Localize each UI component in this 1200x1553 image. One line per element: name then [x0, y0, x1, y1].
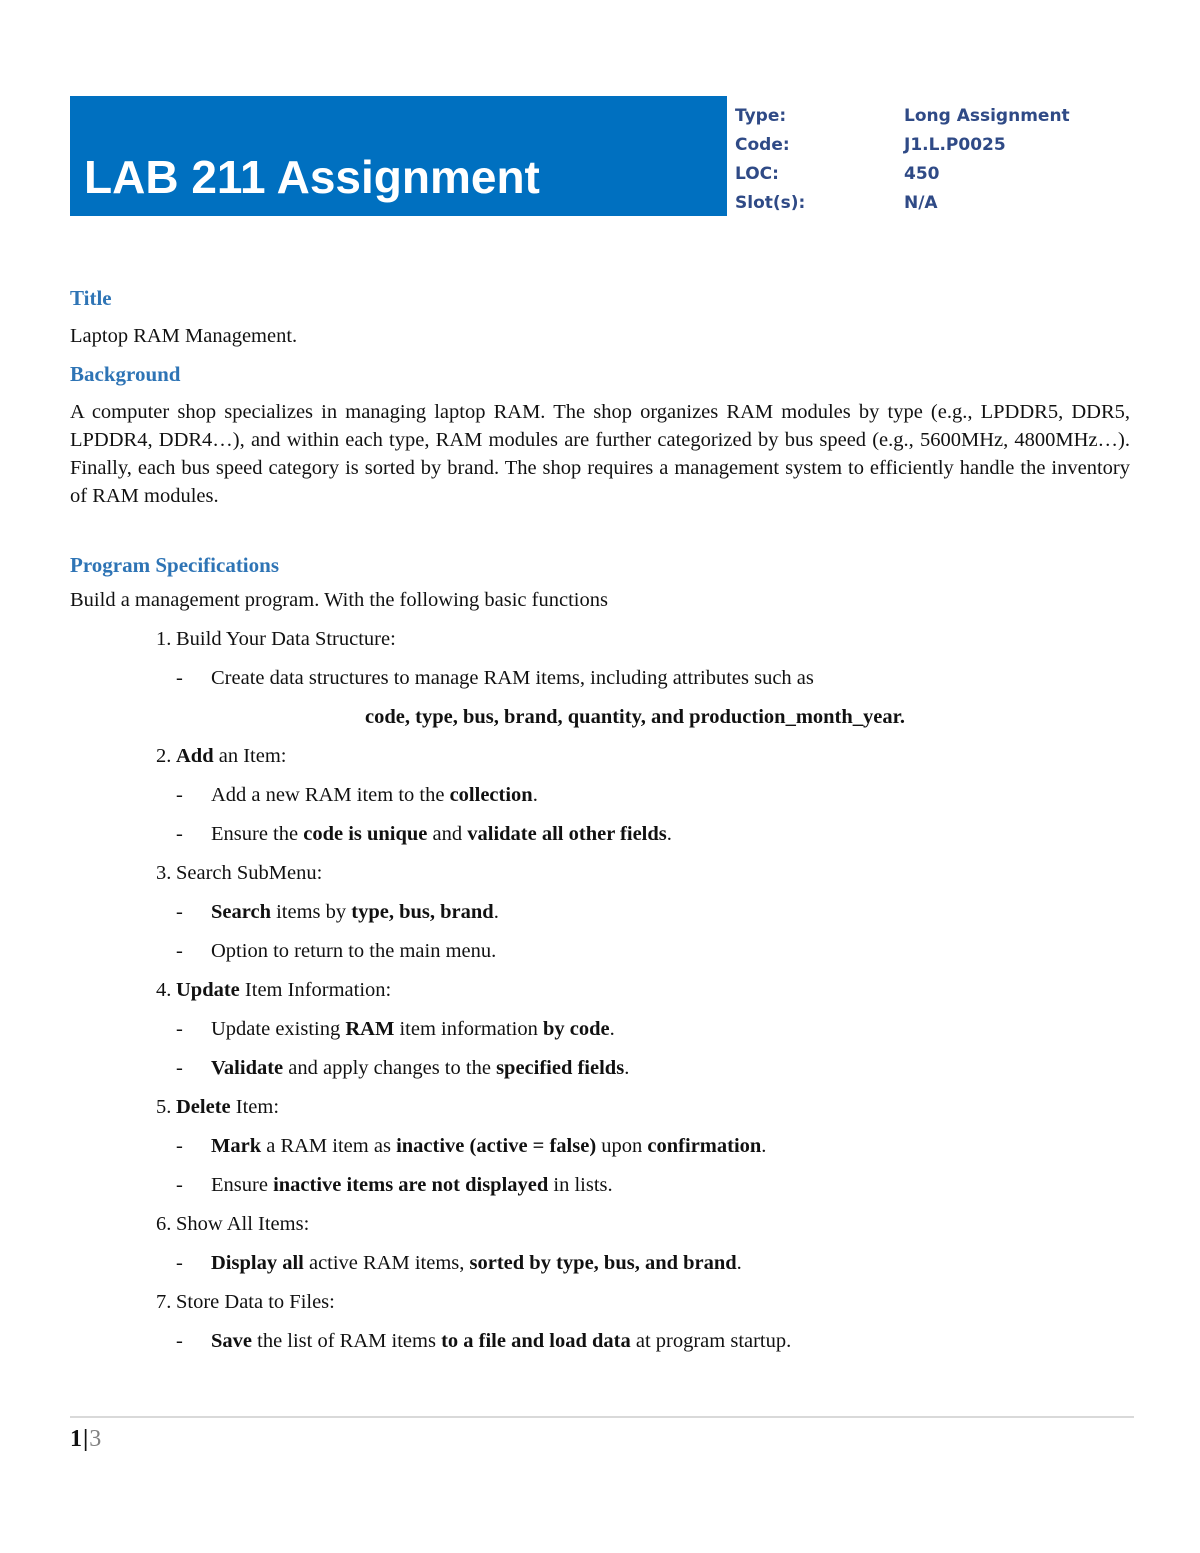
title-heading: Title: [70, 286, 112, 310]
footer-divider: [70, 1416, 1134, 1418]
meta-value: Long Assignment: [904, 106, 1070, 126]
list-item: [70, 1088, 1130, 1127]
sub-item: [70, 893, 1130, 932]
sub-item: [70, 815, 1130, 854]
meta-label: Slot(s):: [735, 193, 806, 213]
sub-text: Create data structures to manage RAM items, including attributes such as: [211, 667, 814, 689]
item-title: Update Item Information:: [176, 979, 392, 1001]
list-item: [70, 737, 1130, 776]
meta-row-slots: [735, 189, 1070, 218]
sub-item: [70, 659, 1130, 698]
dash: -: [176, 784, 183, 806]
dash: -: [176, 901, 183, 923]
item-number: 7.: [156, 1291, 172, 1313]
meta-label: Type:: [735, 106, 787, 126]
meta-label: LOC:: [735, 164, 779, 184]
dash: -: [176, 823, 183, 845]
background-text: A computer shop specializes in managing laptop RAM. The shop organizes RAM modules by type (e.g., LPDDR5, DDR5, LPDDR4, DDR4…), and within each type, RAM modules are further categorized by bus speed (e.g., 5600MHz, 4800MHz…). Finally, each bus speed category is sorted by brand. The shop requires a management system to efficiently handle the inventory of RAM modules.: [70, 401, 1130, 507]
sub-item: [70, 776, 1130, 815]
meta-label: Code:: [735, 135, 790, 155]
dash: -: [176, 667, 183, 689]
list-item: [70, 620, 1130, 659]
sub-text: Save the list of RAM items to a file and load data at program startup.: [211, 1330, 792, 1352]
sub-text: Validate and apply changes to the specified fields.: [211, 1057, 630, 1079]
list-item: [70, 854, 1130, 893]
item-number: 5.: [156, 1096, 172, 1118]
item-number: 4.: [156, 979, 172, 1001]
current-page: 1: [70, 1426, 82, 1452]
item-number: 2.: [156, 745, 172, 767]
dash: -: [176, 1057, 183, 1079]
meta-row-type: [735, 102, 1070, 131]
attributes-line: code, type, bus, brand, quantity, and production_month_year.: [365, 706, 905, 728]
meta-row-loc: [735, 160, 1070, 189]
item-number: 3.: [156, 862, 172, 884]
item-title: Build Your Data Structure:: [176, 628, 396, 650]
dash: -: [176, 940, 183, 962]
page-title: LAB 211 Assignment: [84, 151, 540, 203]
sub-text: Search items by type, bus, brand.: [211, 901, 499, 923]
dash: -: [176, 1174, 183, 1196]
item-title: Show All Items:: [176, 1213, 310, 1235]
sub-text: Ensure inactive items are not displayed in lists.: [211, 1174, 613, 1196]
sub-text: Ensure the code is unique and validate all other fields.: [211, 823, 672, 845]
sub-item: [70, 1322, 1130, 1361]
sub-text: Update existing RAM item information by code.: [211, 1018, 615, 1040]
page-number: [70, 1424, 101, 1454]
document-body: [70, 283, 1130, 1361]
dash: -: [176, 1135, 183, 1157]
meta-value: 450: [904, 164, 940, 184]
meta-value: N/A: [904, 193, 938, 213]
dash: -: [176, 1252, 183, 1274]
sub-item: [70, 932, 1130, 971]
item-title: Add an Item:: [176, 745, 287, 767]
total-pages: 3: [89, 1426, 102, 1452]
sub-item: [70, 1010, 1130, 1049]
list-item: [70, 1205, 1130, 1244]
sub-text: Display all active RAM items, sorted by type, bus, and brand.: [211, 1252, 742, 1274]
specs-heading: Program Specifications: [70, 553, 279, 577]
meta-row-code: [735, 131, 1070, 160]
title-text: Laptop RAM Management.: [70, 325, 298, 347]
item-title: Store Data to Files:: [176, 1291, 335, 1313]
sub-item: [70, 1127, 1130, 1166]
meta-value: J1.L.P0025: [904, 135, 1006, 155]
dash: -: [176, 1330, 183, 1352]
sub-item: [70, 1244, 1130, 1283]
sub-text: Mark a RAM item as inactive (active = false) upon confirmation.: [211, 1135, 767, 1157]
list-item: [70, 1283, 1130, 1322]
header-banner: [70, 96, 727, 216]
specs-intro: Build a management program. With the following basic functions: [70, 589, 608, 611]
background-heading: Background: [70, 362, 181, 386]
list-item: [70, 971, 1130, 1010]
item-title: Delete Item:: [176, 1096, 280, 1118]
sub-text: Add a new RAM item to the collection.: [211, 784, 538, 806]
item-title: Search SubMenu:: [176, 862, 323, 884]
meta-table: [735, 102, 1070, 218]
page-separator: |: [83, 1426, 89, 1452]
sub-item: [70, 1049, 1130, 1088]
dash: -: [176, 1018, 183, 1040]
item-number: 6.: [156, 1213, 172, 1235]
sub-item: [70, 1166, 1130, 1205]
sub-text: Option to return to the main menu.: [211, 940, 497, 962]
item-number: 1.: [156, 628, 172, 650]
